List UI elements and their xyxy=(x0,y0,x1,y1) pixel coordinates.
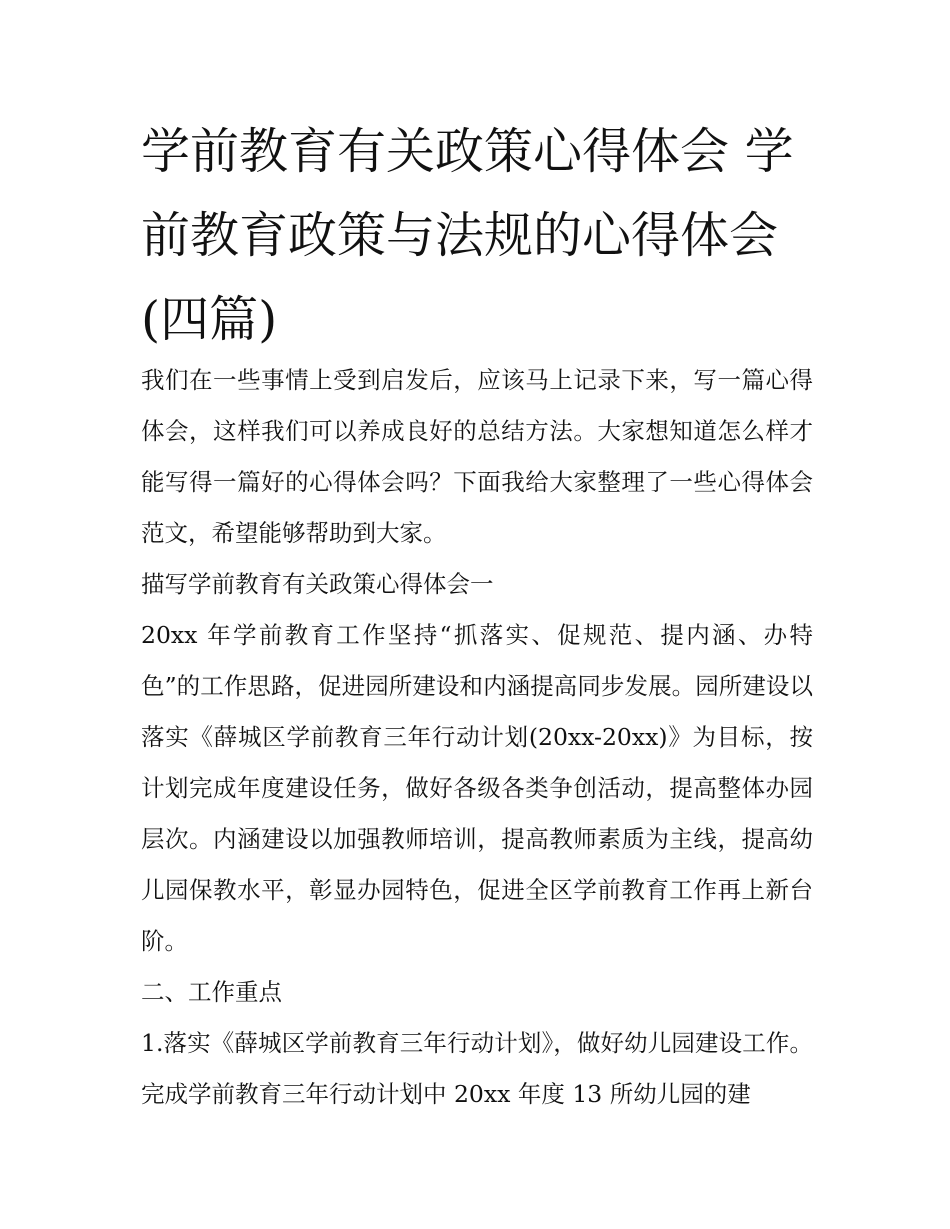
subsection-heading: 二、工作重点 xyxy=(141,978,282,1006)
intro-paragraph: 我们在一些事情上受到启发后，应该马上记录下来，写一篇心得体会，这样我们可以养成良好的总结方法。大家想知道怎么样才能写得一篇好的心得体会吗？下面我给大家整理了一些心得体会范文，希望能够帮助到大家。 xyxy=(141,366,813,547)
body-paragraph: 20xx 年学前教育工作坚持“抓落实、促规范、提内涵、办特色”的工作思路，促进园所建设和内涵提高同步发展。园所建设以落实《薛城区学前教育三年行动计划(20xx-20xx)》为目标，按计划完成年度建设任务，做好各级各类争创活动，提高整体办园层次。内涵建设以加强教师培训，提高教师素质为主线，提高幼儿园保教水平，彰显办园特色，促进全区学前教育工作再上新台阶。 xyxy=(141,621,813,955)
body-paragraph: 1.落实《薛城区学前教育三年行动计划》，做好幼儿园建设工作。完成学前教育三年行动计划中 20xx 年度 13 所幼儿园的建 xyxy=(141,1029,813,1108)
section-heading: 描写学前教育有关政策心得体会一 xyxy=(141,570,494,598)
document-body xyxy=(141,355,813,1120)
document-title: 学前教育有关政策心得体会 学前教育政策与法规的心得体会(四篇) xyxy=(141,123,794,348)
